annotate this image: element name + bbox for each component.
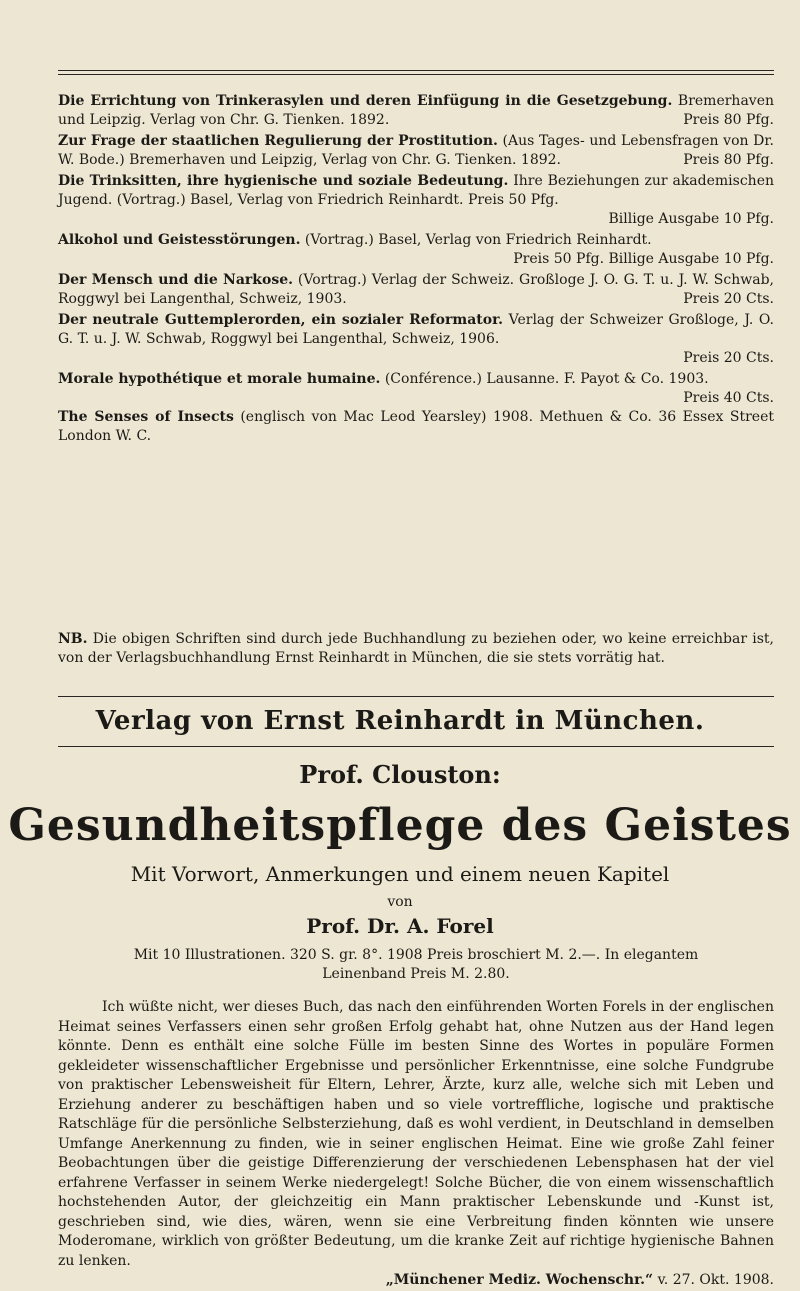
book-title: Die Errichtung von Trinkerasylen und deren Einfügung in die Gesetzgebung. <box>58 93 673 109</box>
book-text: (Vortrag.) Verlag der Schweiz. Großloge J. O. G. T. u. J. W. Schwab, Roggwyl bei Langenthal, Schweiz, 1903. <box>58 272 774 307</box>
divider <box>58 746 774 747</box>
book-details <box>58 946 774 984</box>
review-date: v. 27. Okt. 1908. <box>657 1272 774 1288</box>
book-entry <box>58 172 774 229</box>
book-entry <box>58 408 774 446</box>
book-price: Billige Ausgabe 10 Pfg. <box>608 211 774 227</box>
book-text: (Vortrag.) Basel, Verlag von Friedrich Reinhardt. <box>304 232 652 248</box>
book-text: (englisch von Mac Leod Yearsley) 1908. Methuen & Co. 36 Essex Street London W. C. <box>58 409 774 444</box>
review-source-name: „Münchener Mediz. Wochenschr.“ <box>385 1272 654 1288</box>
book-entry <box>58 311 774 368</box>
review-source <box>58 1271 774 1291</box>
book-price: Preis 20 Cts. <box>683 291 774 307</box>
nb-label: NB. <box>58 631 88 647</box>
book-title: Alkohol und Geistesstörungen. <box>58 232 301 248</box>
book-title: The Senses of Insects <box>58 409 234 425</box>
top-rule-2 <box>58 74 774 75</box>
book-text: Verlag der Schweizer Großloge, J. O. G. T. u. J. W. Schwab, Roggwyl bei Langenthal, Schweiz, 1906. <box>58 312 775 347</box>
book-title: Zur Frage der staatlichen Regulierung der Prostitution. <box>58 133 498 149</box>
book-entry <box>58 231 774 269</box>
book-price: Preis 80 Pfg. <box>683 152 774 168</box>
nota-bene <box>58 630 774 668</box>
book-text: (Aus Tages- und Lebensfragen von Dr. W. Bode.) Bremerhaven und Leipzig, Verlag von Chr. G. Tienken. 1892. <box>58 133 774 168</box>
book-price: Preis 80 Pfg. <box>683 112 774 128</box>
book-title-main: Gesundheitspflege des Geistes <box>8 800 792 851</box>
book-text: Ihre Beziehungen zur akademischen Jugend. (Vortrag.) Basel, Verlag von Friedrich Reinhardt. Preis 50 Pfg. <box>58 173 774 208</box>
book-list <box>58 92 774 448</box>
review-text: Ich wüßte nicht, wer dieses Buch, das nach den einführenden Worten Forels in der englischen Heimat seines Verfassers einen sehr großen Erfolg gehabt hat, ohne Nutzen aus der Hand legen könnte. Denn es enthält eine solche Fülle im besten Sinne des Wortes in populäre Formen gekleideter wissenschaftlicher Ergebnisse und persönlicher Erkenntnisse, eine solche Fundgrube von praktischer Lebensweisheit für Eltern, Lehrer, Ärzte, kurz alle, welche sich mit Leben und Erziehung anderer zu beschäftigen haben und so viele vortreffliche, logische und praktische Ratschläge für die persönliche Selbsterziehung, daß es wohl verdient, in Deutschland in demselben Umfange Anerkennung zu finden, wie in seiner englischen Heimat. Eine wie große Zahl feiner Beobachtungen über die geistige Differenzierung der verschiedenen Lebensphasen hat der viel erfahrene Verfasser in seinem Werke niedergelegt! Solche Bücher, die von einem wissenschaftlich hochstehenden Autor, der gleichzeitig ein Mann praktischer Lebenskunde und -Kunst ist, geschrieben sind, wie dies, wären, wenn sie eine Verbreitung finden könnten wie unsere Moderomane, wirklich von größter Bedeutung, um die kranke Zeit auf richtige hygienische Bahnen zu lenken. <box>58 999 774 1269</box>
book-title: Die Trinksitten, ihre hygienische und soziale Bedeutung. <box>58 173 509 189</box>
book-title: Der Mensch und die Narkose. <box>58 272 293 288</box>
divider <box>58 696 774 697</box>
book-title: Morale hypothétique et morale humaine. <box>58 371 381 387</box>
book-price: Preis 20 Cts. <box>683 350 774 366</box>
editor: Prof. Dr. A. Forel <box>306 914 494 938</box>
book-text: (Conférence.) Lausanne. F. Payot & Co. 1903. <box>384 371 709 387</box>
nb-text: Die obigen Schriften sind durch jede Buchhandlung zu beziehen oder, wo keine erreichbar ist, von der Verlagsbuchhandlung Ernst Reinhardt in München, die sie stets vorrätig hat. <box>58 631 774 666</box>
book-price: Preis 40 Cts. <box>683 390 774 406</box>
top-rule <box>58 70 774 71</box>
book-entry <box>58 271 774 309</box>
book-entry <box>58 370 774 406</box>
book-price: Preis 50 Pfg. Billige Ausgabe 10 Pfg. <box>513 251 774 267</box>
details-line: Leinenband Preis M. 2.80. <box>322 966 510 982</box>
book-entry <box>58 132 774 170</box>
publisher-heading: Verlag von Ernst Reinhardt in München. <box>95 706 705 736</box>
subtitle: Mit Vorwort, Anmerkungen und einem neuen Kapitel <box>130 862 670 886</box>
review <box>58 998 774 1291</box>
book-text: Bremerhaven und Leipzig. Verlag von Chr. G. Tienken. 1892. <box>58 93 774 128</box>
details-line: Mit 10 Illustrationen. 320 S. gr. 8°. 1908 Preis broschiert M. 2.—. In elegantem <box>133 947 699 963</box>
author: Prof. Clouston: <box>299 760 501 789</box>
book-title: Der neutrale Guttemplerorden, ein sozialer Reformator. <box>58 312 504 328</box>
book-entry <box>58 92 774 130</box>
von: von <box>387 894 413 910</box>
